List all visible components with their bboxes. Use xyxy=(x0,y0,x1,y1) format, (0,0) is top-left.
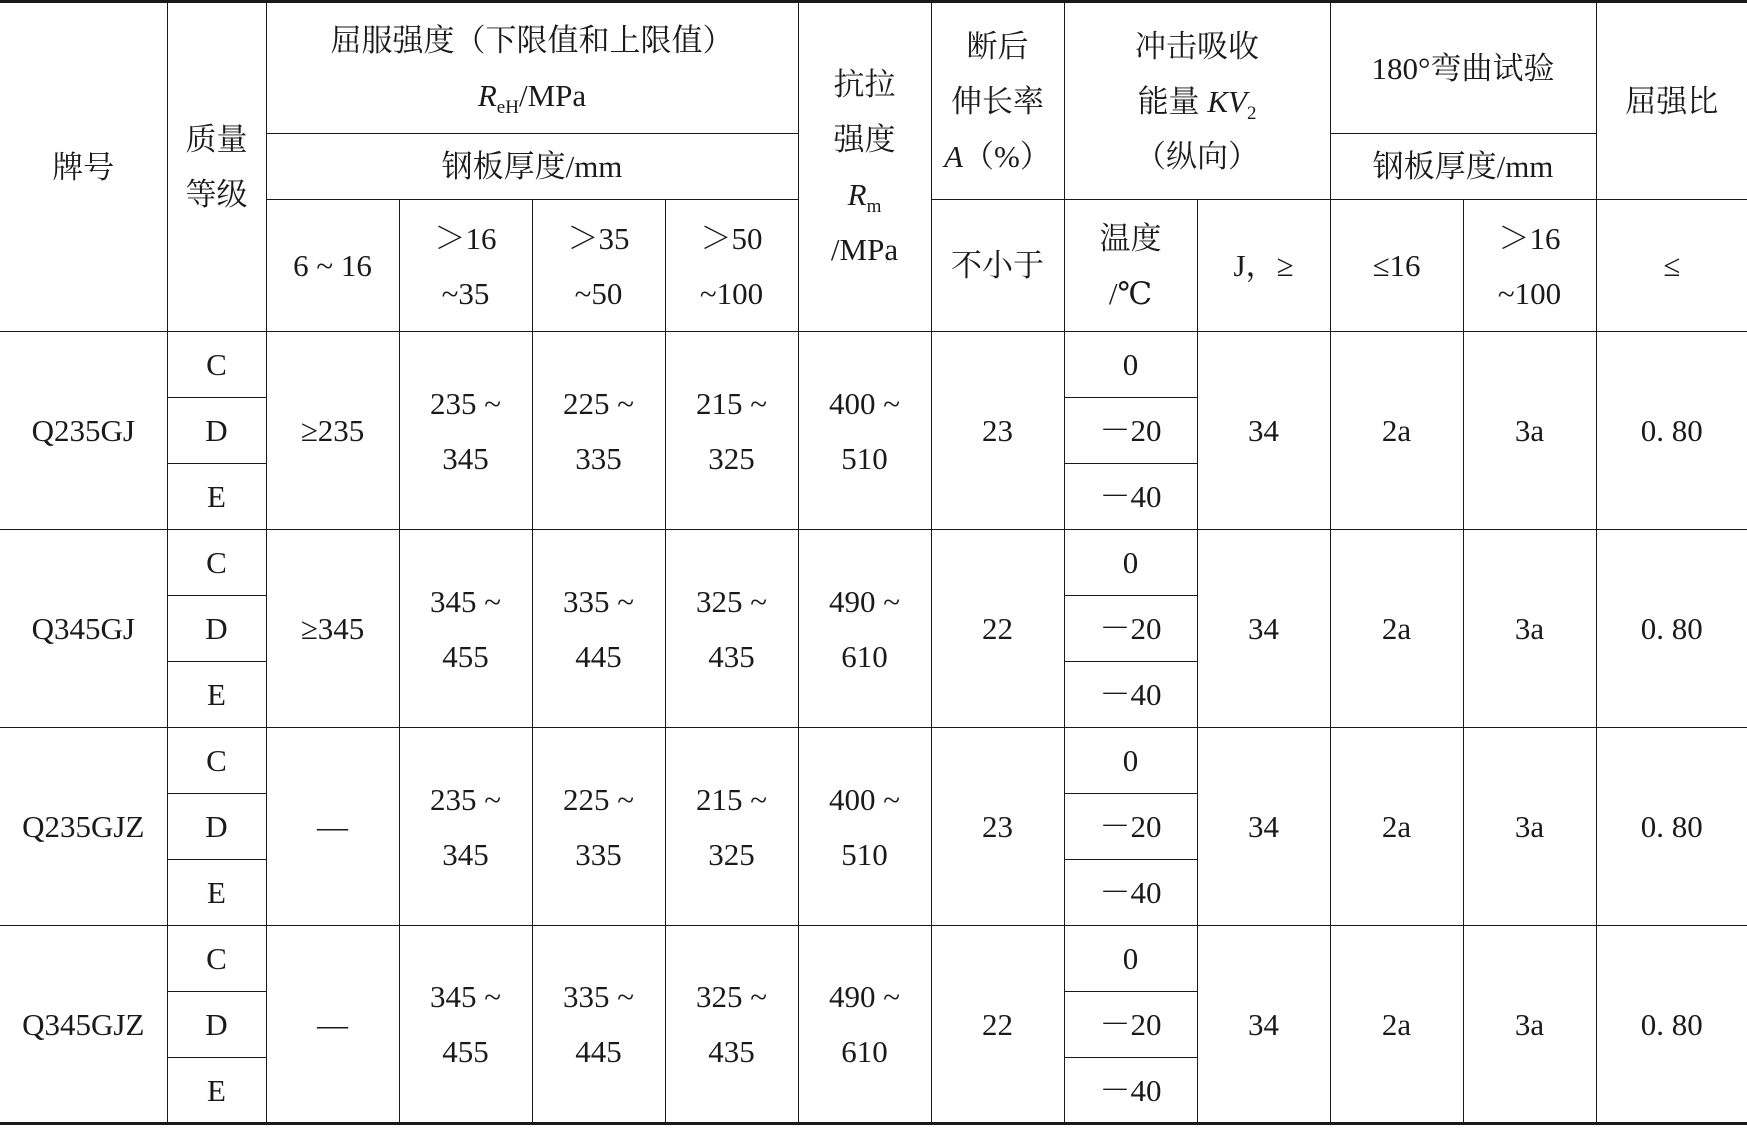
header-bend-range-1 xyxy=(1330,200,1463,332)
tensile-cell-line-2: 610 xyxy=(841,1034,888,1069)
yield-35-50-cell-line-1: 225 ~ xyxy=(562,385,635,421)
header-elong-line-2: 伸长率 xyxy=(951,83,1044,119)
yield-50-100-cell xyxy=(665,926,798,1124)
yield-50-100-cell xyxy=(665,332,798,530)
header-quality-line-1: 质量 xyxy=(185,122,248,157)
quality-cell: E xyxy=(167,662,266,728)
bend-16-100-cell: 3a xyxy=(1463,728,1596,926)
yield-ratio-cell: 0. 80 xyxy=(1596,332,1747,530)
header-elong-min: 不小于 xyxy=(931,200,1064,332)
temperature-cell: 0 xyxy=(1064,926,1197,992)
tensile-cell-line-1: 400 ~ xyxy=(828,385,901,421)
thickness-range-1-line-1: 6 ~ 16 xyxy=(293,248,372,283)
quality-cell: D xyxy=(167,794,266,860)
header-thickness-range-3 xyxy=(532,200,665,332)
quality-cell: C xyxy=(167,926,266,992)
header-impact-direction: （纵向） xyxy=(1135,138,1259,174)
tensile-cell-line-2: 510 xyxy=(841,836,888,872)
header-impact-line-2 xyxy=(1065,74,1330,129)
thickness-range-2-line-2: ~35 xyxy=(441,275,490,311)
impact-energy-cell: 34 xyxy=(1197,332,1330,530)
bend-le16-cell: 2a xyxy=(1330,728,1463,926)
header-quality-line-2: 等级 xyxy=(185,177,248,212)
temperature-cell: －20 xyxy=(1064,794,1197,860)
header-elong-line-1: 断后 xyxy=(966,28,1029,64)
quality-cell: E xyxy=(167,860,266,926)
elongation-cell: 22 xyxy=(931,530,1064,728)
header-thickness-range-2 xyxy=(399,200,532,332)
header-tensile-line-2: 强度 xyxy=(833,122,896,157)
yield-ratio-cell: 0. 80 xyxy=(1596,530,1747,728)
bend-le16-cell: 2a xyxy=(1330,530,1463,728)
tensile-cell-line-2: 610 xyxy=(841,638,888,674)
thickness-range-3-line-2: ~50 xyxy=(574,275,623,311)
tensile-cell-line-1: 400 ~ xyxy=(828,781,901,817)
header-tensile-unit: /MPa xyxy=(830,232,899,267)
thickness-range-3-line-1: ＞35 xyxy=(567,220,630,256)
temperature-cell: －20 xyxy=(1064,992,1197,1058)
quality-cell: D xyxy=(167,596,266,662)
header-bend-range-2 xyxy=(1463,200,1596,332)
table-row xyxy=(0,530,1747,596)
yield-50-100-cell-line-2: 325 xyxy=(708,836,755,872)
thickness-range-4-line-1: ＞50 xyxy=(700,220,763,256)
impact-symbol-kv: KV xyxy=(1207,83,1247,119)
yield-symbol-sub: eH xyxy=(496,97,519,119)
yield-16-35-cell-line-1: 345 ~ xyxy=(429,979,502,1014)
header-elong-symbol xyxy=(932,129,1064,184)
elong-unit: （%） xyxy=(963,138,1051,174)
impact-energy-cell: 34 xyxy=(1197,530,1330,728)
elongation-cell: 23 xyxy=(931,728,1064,926)
header-thickness-range-1 xyxy=(266,200,399,332)
yield-16-35-cell xyxy=(399,926,532,1124)
yield-symbol-r: R xyxy=(477,78,497,113)
thickness-range-4-line-2: ~100 xyxy=(699,275,764,311)
yield-35-50-cell-line-1: 335 ~ xyxy=(562,583,635,619)
tensile-cell-line-2: 510 xyxy=(841,440,888,476)
table-row xyxy=(0,728,1747,794)
grade-cell: Q235GJ xyxy=(0,332,167,530)
header-yield-symbol xyxy=(267,68,798,123)
yield-35-50-cell xyxy=(532,926,665,1124)
impact-symbol-sub: 2 xyxy=(1246,102,1257,124)
yield-50-100-cell-line-1: 215 ~ xyxy=(695,781,768,817)
table-row xyxy=(0,332,1747,398)
temperature-cell: 0 xyxy=(1064,530,1197,596)
yield-35-50-cell-line-2: 445 xyxy=(575,638,622,674)
quality-cell: C xyxy=(167,728,266,794)
header-elongation xyxy=(931,2,1064,200)
tensile-cell xyxy=(798,926,931,1124)
bend-le16-cell: 2a xyxy=(1330,332,1463,530)
impact-energy-cell: 34 xyxy=(1197,926,1330,1124)
yield-35-50-cell xyxy=(532,530,665,728)
tensile-cell-line-1: 490 ~ xyxy=(828,979,901,1014)
header-plate-thickness-bend: 钢板厚度/mm xyxy=(1330,134,1596,200)
header-thickness-range-4 xyxy=(665,200,798,332)
grade-cell: Q345GJ xyxy=(0,530,167,728)
yield-35-50-cell-line-1: 335 ~ xyxy=(562,979,635,1014)
bend-range-2-line-2: ~100 xyxy=(1497,275,1562,311)
temperature-cell: 0 xyxy=(1064,332,1197,398)
bend-range-1-line-1: ≤16 xyxy=(1372,248,1421,283)
elong-symbol-a: A xyxy=(944,138,964,174)
quality-cell: D xyxy=(167,398,266,464)
tensile-cell xyxy=(798,530,931,728)
temperature-cell: －40 xyxy=(1064,464,1197,530)
header-yield-title: 屈服强度（下限值和上限值） xyxy=(330,23,734,58)
grade-cell: Q235GJZ xyxy=(0,728,167,926)
tensile-symbol-r: R xyxy=(847,177,867,212)
yield-35-50-cell-line-1: 225 ~ xyxy=(562,781,635,817)
tensile-symbol-sub: m xyxy=(866,196,882,218)
header-ratio-max: ≤ xyxy=(1596,200,1747,332)
temperature-cell: －20 xyxy=(1064,398,1197,464)
yield-50-100-cell-line-1: 325 ~ xyxy=(695,979,768,1014)
yield-50-100-cell-line-2: 435 xyxy=(708,1034,755,1069)
elongation-cell: 22 xyxy=(931,926,1064,1124)
yield-35-50-cell-line-2: 445 xyxy=(575,1034,622,1069)
yield-16-35-cell-line-1: 345 ~ xyxy=(429,583,502,619)
header-tensile-line-1: 抗拉 xyxy=(833,67,896,102)
header-yield-ratio: 屈强比 xyxy=(1596,2,1747,200)
header-tensile-symbol xyxy=(799,167,931,222)
header-impact-line-1: 冲击吸收 xyxy=(1135,28,1259,64)
yield-35-50-cell xyxy=(532,332,665,530)
header-grade: 牌号 xyxy=(0,2,167,332)
elongation-cell: 23 xyxy=(931,332,1064,530)
temperature-cell: －40 xyxy=(1064,860,1197,926)
yield-unit: /MPa xyxy=(518,78,587,113)
quality-cell: C xyxy=(167,530,266,596)
yield-16-35-cell-line-2: 345 xyxy=(442,836,489,872)
yield-ratio-cell: 0. 80 xyxy=(1596,926,1747,1124)
tensile-cell xyxy=(798,332,931,530)
temperature-cell: －20 xyxy=(1064,596,1197,662)
header-impact-energy xyxy=(1064,2,1330,200)
bend-range-2-line-1: ＞16 xyxy=(1498,220,1561,256)
header-yield-strength xyxy=(266,2,798,134)
bend-16-100-cell: 3a xyxy=(1463,332,1596,530)
bend-16-100-cell: 3a xyxy=(1463,530,1596,728)
temperature-line-1: 温度 xyxy=(1099,220,1162,256)
bend-le16-cell: 2a xyxy=(1330,926,1463,1124)
header-bend-test: 180°弯曲试验 xyxy=(1330,2,1596,134)
quality-cell: E xyxy=(167,1058,266,1124)
yield-50-100-cell-line-2: 435 xyxy=(708,638,755,674)
yield-6-16-cell: ≥345 xyxy=(266,530,399,728)
header-quality xyxy=(167,2,266,332)
yield-35-50-cell xyxy=(532,728,665,926)
impact-line-2-text: 能量 xyxy=(1137,83,1200,119)
quality-cell: E xyxy=(167,464,266,530)
temperature-cell: －40 xyxy=(1064,1058,1197,1124)
yield-35-50-cell-line-2: 335 xyxy=(575,836,622,872)
header-temperature xyxy=(1064,200,1197,332)
yield-16-35-cell xyxy=(399,332,532,530)
bend-16-100-cell: 3a xyxy=(1463,926,1596,1124)
thickness-range-2-line-1: ＞16 xyxy=(434,220,497,256)
yield-6-16-cell: — xyxy=(266,728,399,926)
grade-cell: Q345GJZ xyxy=(0,926,167,1124)
temperature-line-2: /℃ xyxy=(1108,275,1153,311)
yield-16-35-cell-line-2: 455 xyxy=(442,638,489,674)
yield-16-35-cell xyxy=(399,728,532,926)
yield-16-35-cell-line-2: 455 xyxy=(442,1034,489,1069)
yield-50-100-cell-line-1: 215 ~ xyxy=(695,385,768,421)
header-tensile-strength xyxy=(798,2,931,332)
yield-16-35-cell-line-1: 235 ~ xyxy=(429,385,502,421)
tensile-cell xyxy=(798,728,931,926)
header-plate-thickness-yield: 钢板厚度/mm xyxy=(266,134,798,200)
quality-cell: C xyxy=(167,332,266,398)
yield-16-35-cell xyxy=(399,530,532,728)
temperature-cell: 0 xyxy=(1064,728,1197,794)
yield-50-100-cell-line-1: 325 ~ xyxy=(695,583,768,619)
yield-6-16-cell: — xyxy=(266,926,399,1124)
yield-50-100-cell xyxy=(665,728,798,926)
header-energy-min: J，≥ xyxy=(1197,200,1330,332)
yield-6-16-cell: ≥235 xyxy=(266,332,399,530)
yield-50-100-cell-line-2: 325 xyxy=(708,440,755,476)
yield-ratio-cell: 0. 80 xyxy=(1596,728,1747,926)
quality-cell: D xyxy=(167,992,266,1058)
temperature-cell: －40 xyxy=(1064,662,1197,728)
yield-35-50-cell-line-2: 335 xyxy=(575,440,622,476)
tensile-cell-line-1: 490 ~ xyxy=(828,583,901,619)
table-row xyxy=(0,926,1747,992)
yield-16-35-cell-line-1: 235 ~ xyxy=(429,781,502,817)
yield-16-35-cell-line-2: 345 xyxy=(442,440,489,476)
impact-energy-cell: 34 xyxy=(1197,728,1330,926)
yield-50-100-cell xyxy=(665,530,798,728)
